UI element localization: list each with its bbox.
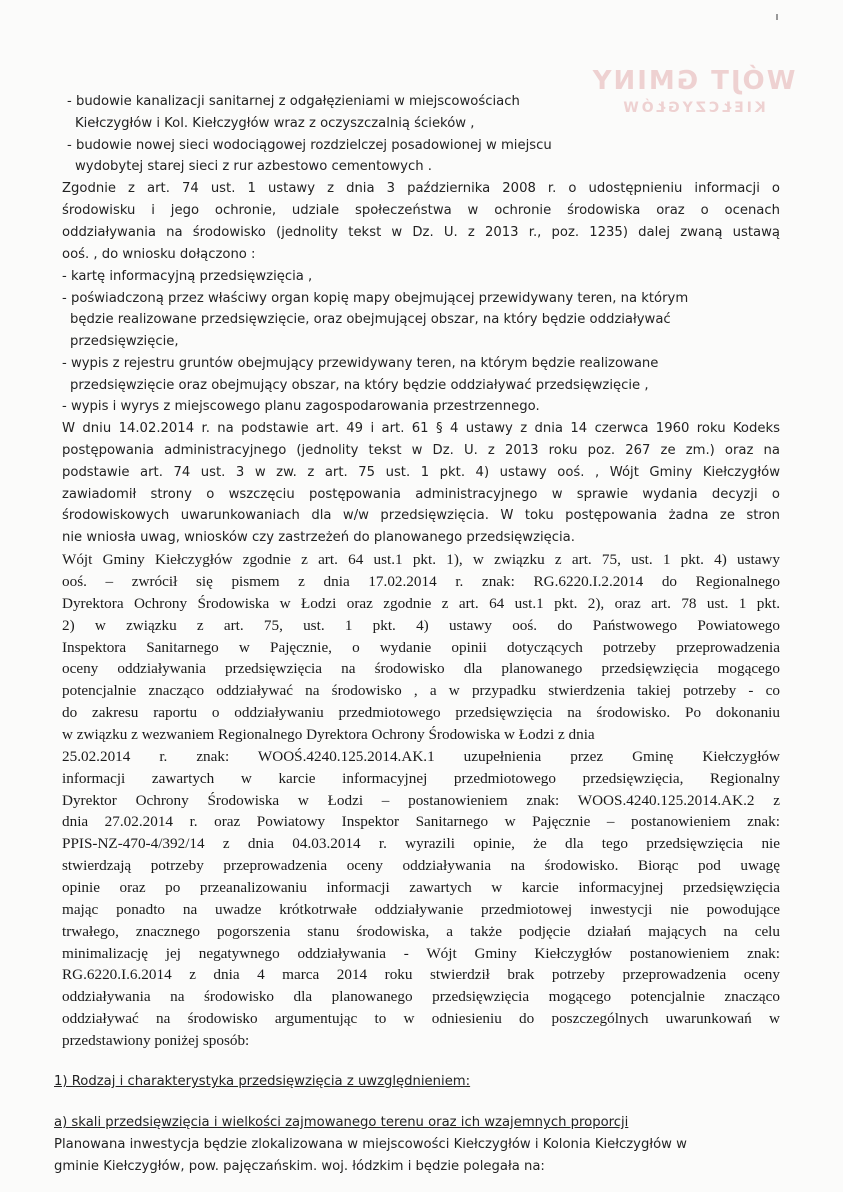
text-line: trwałego, znacznego pogorszenia stanu środowiska, a także podjęcie działań mających na celu	[62, 923, 780, 940]
text-line: dnia 27.02.2014 r. oraz Powiatowy Inspektor Sanitarnego w Pajęcznie – postanowieniem znak:	[62, 813, 780, 830]
text-line: - budowie nowej sieci wodociągowej rozdzielczej posadowionej w miejscu	[67, 138, 552, 153]
text-line: Kiełczygłów i Kol. Kiełczygłów wraz z oczyszczalnią ścieków ,	[75, 116, 475, 131]
text-line: oceny oddziaływania przedsięwzięcia na środowisko dla planowanego przedsięwzięcia mogącego	[62, 660, 780, 677]
bleed-through-line-2: KIEŁCZYGŁÓW	[620, 100, 766, 116]
text-line: Dyrektor Ochrony Środowiska w Łodzi – postanowieniem znak: WOOS.4240.125.2014.AK.2 z	[62, 792, 780, 809]
text-line: stwierdzają potrzeby przeprowadzenia oceny oddziaływania na środowisko. Biorąc pod uwagę	[62, 857, 780, 874]
text-line: ooś. , do wniosku dołączono :	[62, 247, 256, 262]
text-line: Planowana inwestycja będzie zlokalizowana w miejscowości Kiełczygłów i Kolonia Kiełczygłów w	[54, 1137, 687, 1152]
list-item: przedsięwzięcie,	[70, 334, 179, 349]
text-line: podstawie art. 74 ust. 3 w zw. z art. 75 ust. 1 pkt. 4) ustawy ooś. , Wójt Gminy Kiełczygłów	[62, 465, 780, 480]
list-item: będzie realizowane przedsięwzięcie, oraz obejmującej obszar, na który będzie oddziaływać	[70, 312, 671, 327]
text-line: nie wniosła uwag, wniosków czy zastrzeżeń do planowanego przedsięwzięcia.	[62, 530, 575, 545]
text-line: RG.6220.I.6.2014 z dnia 4 marca 2014 roku stwierdził brak potrzeby przeprowadzenia oceny	[62, 966, 780, 983]
text-line: minimalizację jej negatywnego oddziaływania - Wójt Gminy Kiełczygłów postanowieniem znak:	[62, 945, 780, 962]
list-item: - kartę informacyjną przedsięwzięcia ,	[62, 269, 313, 284]
text-line: Inspektora Sanitarnego w Pajęcznie, o wydanie opinii dotyczących potrzeby przeprowadzenia	[62, 639, 780, 656]
text-line: Wójt Gminy Kiełczygłów zgodnie z art. 64 ust.1 pkt. 1), w związku z art. 75, ust. 1 pkt. 4) ustawy	[62, 551, 780, 568]
text-line: w związku z wezwaniem Regionalnego Dyrektora Ochrony Środowiska w Łodzi z dnia	[62, 726, 595, 743]
text-line: Zgodnie z art. 74 ust. 1 ustawy z dnia 3 października 2008 r. o udostępnieniu informacji o	[62, 181, 780, 196]
list-item: - poświadczoną przez właściwy organ kopię mapy obejmującej przewidywany teren, na którym	[62, 291, 689, 306]
text-line: PPIS-NZ-470-4/392/14 z dnia 04.03.2014 r. wyrazili opinie, że dla tego przedsięwzięcia nie	[62, 835, 780, 852]
text-line: mając ponadto na uwadze krótkotrwałe oddziaływanie przedmiotowej inwestycji nie powodujące	[62, 901, 780, 918]
section-heading: 1) Rodzaj i charakterystyka przedsięwzięcia z uwzględnieniem:	[54, 1074, 471, 1089]
text-line: oddziaływać na środowisko argumentując to w odniesieniu do poszczególnych uwarunkowań w	[62, 1010, 780, 1027]
text-line: środowiskowych uwarunkowaniach dla w/w przedsięwzięcia. W toku postępowania żadna ze stron	[62, 508, 780, 523]
list-item: - wypis i wyrys z miejscowego planu zagospodarowania przestrzennego.	[62, 399, 540, 414]
text-line: wydobytej starej sieci z rur azbestowo cementowych .	[75, 159, 432, 174]
text-line: przedstawiony poniżej sposób:	[62, 1032, 250, 1049]
list-item: przedsięwzięcie oraz obejmujący obszar, na który będzie oddziaływać przedsięwzięcie ,	[70, 378, 649, 393]
text-line: - budowie kanalizacji sanitarnej z odgałęzieniami w miejscowościach	[67, 94, 520, 109]
text-line: Dyrektora Ochrony Środowiska w Łodzi oraz zgodnie z art. 64 ust.1 pkt. 2), oraz art. 78 ust. 1 pkt.	[62, 595, 780, 612]
text-line: gminie Kiełczygłów, pow. pajęczańskim. woj. łódzkim i będzie polegała na:	[54, 1159, 545, 1174]
text-line: do zakresu raportu o oddziaływaniu przedmiotowego przedsięwzięcia na środowisko. Po dokonaniu	[62, 704, 780, 721]
bleed-through-header	[588, 66, 798, 116]
text-line: informacji zawartych w karcie informacyjnej przedmiotowego przedsięwzięcia, Regionalny	[62, 770, 780, 787]
subsection-heading: a) skali przedsięwzięcia i wielkości zajmowanego terenu oraz ich wzajemnych proporcji	[54, 1115, 629, 1130]
text-line: potencjalnie znacząco oddziaływać na środowisko , a w przypadku stwierdzenia takiej potrzeby - co	[62, 682, 780, 699]
scan-speck	[776, 14, 778, 20]
text-line: 2) w związku z art. 75, ust. 1 pkt. 4) ustawy ooś. do Państwowego Powiatowego	[62, 617, 780, 634]
text-line: oddziaływania na środowisko (jednolity tekst w Dz. U. z 2013 r., poz. 1235) dalej zwaną ustawą	[62, 225, 780, 240]
text-line: oddziaływania na środowisko dla planowanego przedsięwzięcia mogącego potencjalnie znacząco	[62, 988, 780, 1005]
list-item: - wypis z rejestru gruntów obejmujący przewidywany teren, na którym będzie realizowane	[62, 356, 659, 371]
text-line: 25.02.2014 r. znak: WOOŚ.4240.125.2014.AK.1 uzupełnienia przez Gminę Kiełczygłów	[62, 748, 780, 765]
text-line: środowisku i jego ochronie, udziale społeczeństwa w ochronie środowiska oraz o ocenach	[62, 203, 780, 218]
text-line: W dniu 14.02.2014 r. na podstawie art. 49 i art. 61 § 4 ustawy z dnia 14 czerwca 1960 roku Kodeks	[62, 421, 780, 436]
text-line: ooś. – zwrócił się pismem z dnia 17.02.2014 r. znak: RG.6220.I.2.2014 do Regionalnego	[62, 573, 780, 590]
bleed-through-line-1: WÓJT GMINY	[590, 66, 796, 96]
text-line: zawiadomił strony o wszczęciu postępowania administracyjnego w sprawie wydania decyzji o	[62, 487, 780, 502]
text-line: opinie oraz po przeanalizowaniu informacji zawartych w karcie informacyjnej przedsięwzięcia	[62, 879, 780, 896]
text-line: postępowania administracyjnego (jednolity tekst w Dz. U. z 2013 roku poz. 267 ze zm.) oraz na	[62, 443, 780, 458]
